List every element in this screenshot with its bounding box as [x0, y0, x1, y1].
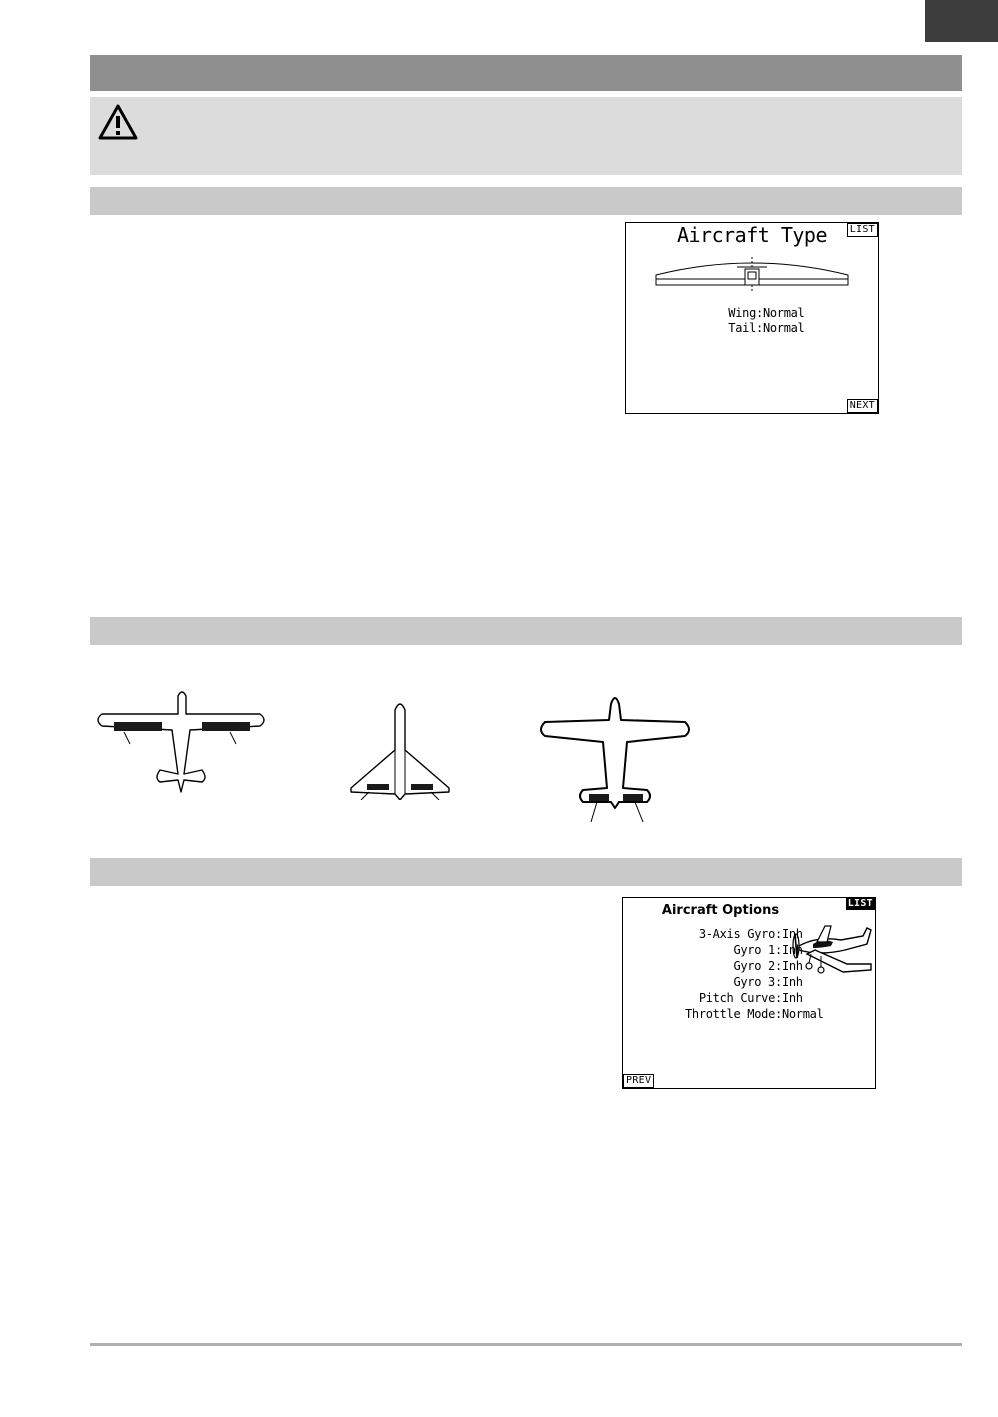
setting-value: Inh [781, 991, 803, 1005]
prev-button[interactable]: PREV [623, 1074, 654, 1088]
setting-key: Gyro 1 [733, 943, 775, 957]
setting-value: Inh [781, 927, 803, 941]
setting-key: Gyro 3 [733, 975, 775, 989]
list-button[interactable]: LIST [847, 223, 878, 237]
setting-row-throttle-mode[interactable]: Throttle Mode:Normal [623, 1006, 824, 1022]
tail-elevator-aircraft-diagram [535, 690, 695, 824]
setting-row-gyro-3[interactable]: Gyro 3:Inh [623, 974, 803, 990]
setting-row-3-axis-gyro[interactable]: 3-Axis Gyro:Inh [623, 926, 803, 942]
setting-row-gyro-2[interactable]: Gyro 2:Inh [623, 958, 803, 974]
wing-front-view-icon [651, 255, 853, 291]
setting-key: Throttle Mode [684, 1007, 775, 1021]
normal-wing-aircraft-diagram [90, 688, 270, 796]
setting-value: Normal [781, 1007, 824, 1021]
setting-key: Gyro 2 [733, 959, 775, 973]
delta-wing-aircraft-diagram [345, 700, 455, 800]
footer-rule [90, 1343, 962, 1346]
setting-value: Inh [781, 959, 803, 973]
next-button[interactable]: NEXT [847, 399, 878, 413]
lcd-aircraft-type-screen [625, 222, 879, 414]
setting-key: Tail [728, 321, 756, 335]
title-bar [90, 55, 962, 91]
setting-value: Inh [781, 975, 803, 989]
warning-triangle-icon [97, 103, 139, 141]
setting-value: Normal [762, 306, 805, 320]
setting-value: Normal [762, 321, 805, 335]
setting-key: 3-Axis Gyro [698, 927, 775, 941]
setting-row-gyro-1[interactable]: Gyro 1:Inh [623, 942, 803, 958]
lcd-title: Aircraft Type [676, 223, 828, 247]
setting-row-tail[interactable]: Tail:Normal [626, 320, 805, 336]
lcd-title: Aircraft Options [661, 903, 780, 918]
setting-key: Pitch Curve [698, 991, 775, 1005]
warning-box [90, 97, 962, 175]
setting-value: Inh [781, 943, 803, 957]
setting-key: Wing [728, 306, 756, 320]
setting-row-pitch-curve[interactable]: Pitch Curve:Inh [623, 990, 803, 1006]
lcd-aircraft-options-screen [622, 897, 876, 1089]
page-tab-marker [925, 0, 998, 42]
setting-row-wing[interactable]: Wing:Normal [626, 305, 805, 321]
section-header-wing-types [90, 617, 962, 645]
section-header-aircraft-options [90, 858, 962, 886]
section-header-aircraft-type [90, 187, 962, 215]
list-button[interactable]: LIST [847, 898, 873, 909]
